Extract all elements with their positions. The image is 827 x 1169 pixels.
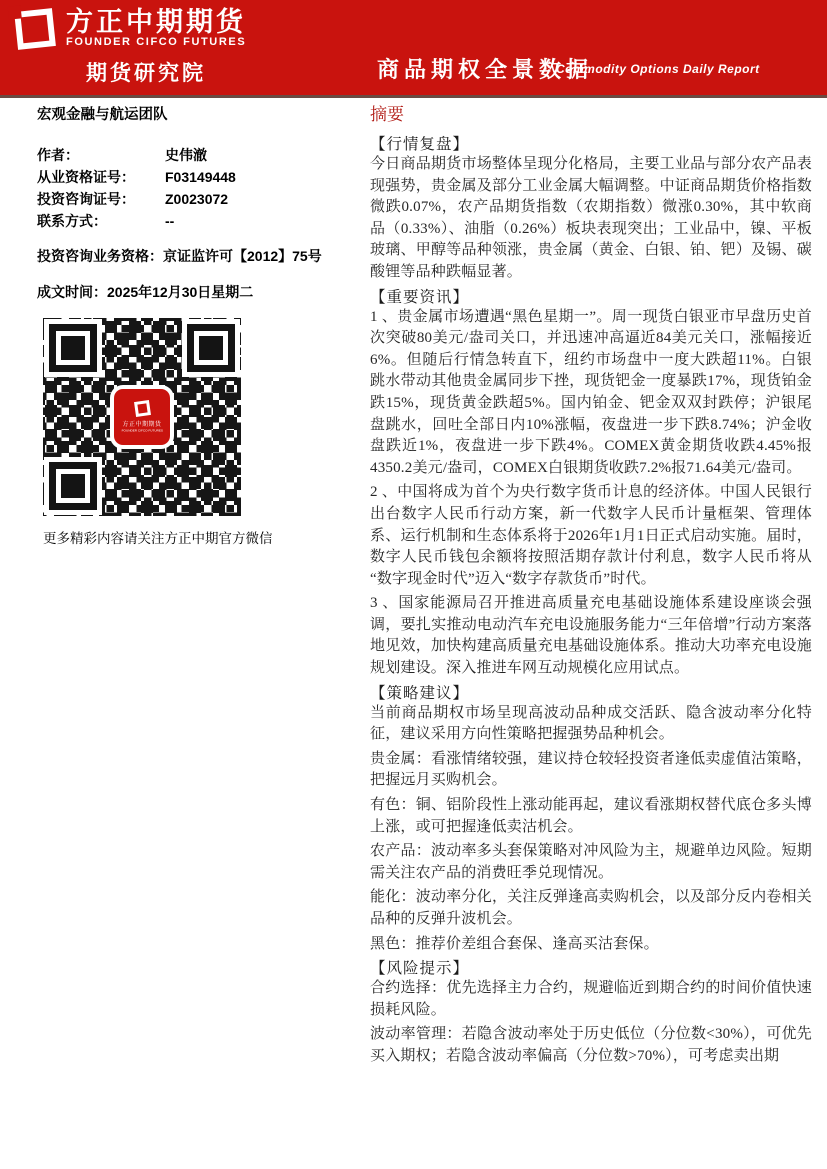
qr-caption: 更多精彩内容请关注方正中期官方微信 (43, 531, 273, 546)
qr-logo-name-zh: 方正中期期货 (122, 421, 162, 428)
header-bar (0, 0, 827, 98)
section-heading: 【风险提示】 (370, 960, 470, 978)
company-logo (16, 8, 246, 48)
section-paragraphs (370, 703, 812, 956)
summary-section (370, 956, 812, 1067)
section-paragraphs (370, 307, 812, 680)
logo-name-zh: 方正中期期货 (66, 7, 246, 37)
summary-paragraph: 1 、贵金属市场遭遇“黑色星期一”。周一现货白银亚市早盘历史首次突破80美元/盎司关口，并迅速冲高逼近84美元关口，涨幅接近6%。但随后行情急转直下，纽约市场盘中一度大跌超11%。白银跳水带动其他贵金属同步下挫，现货钯金一度暴跌17%，现货铂金跌15%，现货黄金跌超5%。国内铂金、钯金双双封跌停；沪银尾盘跳水，回吐全部日内10%涨幅，夜盘进一步下跌8.74%；沪金收盘跌近1%，夜盘进一步下跌4%。COMEX黄金期货收跌4.45%报4350.2美元/盎司，COMEX白银期货收跌7.2%报71.64美元/盎司。 (370, 308, 812, 476)
section-heading: 【重要资讯】 (370, 288, 470, 306)
summary-paragraph: 3 、国家能源局召开推进高质量充电基础设施体系建设座谈会强调，要扎实推动电动汽车充电设施服务能力“三年倍增”行动方案落地见效，加快构建高质量充电基础设施体系。推动大功率充电设施规划建设。深入推进车网互动规模化应用试点。 (370, 595, 812, 677)
team-name: 宏观金融与航运团队 (37, 107, 168, 123)
summary-paragraph: 合约选择：优先选择主力合约，规避临近到期合约的时间价值快速损耗风险。 (370, 980, 812, 1018)
author-row (37, 210, 347, 232)
summary-paragraph: 贵金属：看涨情绪较强，建议持仓较轻投资者逢低卖虚值沽策略，把握远月买购机会。 (370, 750, 812, 789)
summary-paragraph: 黑色：推荐价差组合套保、逢高买沽套保。 (370, 935, 659, 952)
qr-logo-name-en: FOUNDER CIFCO FUTURES (121, 428, 163, 433)
author-row-label: 投资咨询证号： (37, 191, 135, 207)
section-paragraphs (370, 978, 812, 1067)
summary-title: 摘要 (370, 105, 404, 124)
advisory-qualification: 投资咨询业务资格：京证监许可【2012】75号 (37, 248, 322, 264)
summary-section (370, 132, 812, 284)
qr-center-logo (114, 389, 170, 445)
author-row-value: Z0023072 (165, 191, 229, 207)
summary-paragraph: 农产品：波动率多头套保策略对冲风险为主，规避单边风险。短期需关注农产品的消费旺季兑现情况。 (370, 843, 812, 881)
logo-name-en: FOUNDER CIFCO FUTURES (66, 36, 247, 49)
department-title: 期货研究院 (86, 62, 206, 85)
author-row (37, 144, 347, 166)
summary-paragraph: 当前商品期权市场呈现高波动品种成交活跃、隐含波动率分化特征，建议采用方向性策略把握强势品种机会。 (370, 704, 812, 743)
author-row (37, 166, 347, 188)
left-panel (37, 103, 347, 302)
summary-section (370, 285, 812, 680)
summary-paragraph: 有色：铜、铝阶段性上涨动能再起，建议看涨期权替代底仓多头博上涨，或可把握逢低卖沽机会。 (370, 797, 812, 835)
logo-text (66, 8, 246, 48)
report-date: 成文时间：2025年12月30日星期二 (37, 284, 254, 300)
author-row (37, 188, 347, 210)
summary-sections (370, 132, 812, 1068)
section-paragraphs (370, 154, 812, 284)
report-title: 商品期权全景数据 (377, 57, 594, 82)
author-row-label: 作者： (37, 147, 79, 163)
section-heading: 【策略建议】 (370, 684, 470, 702)
summary-section (370, 681, 812, 956)
cube-logo-icon (14, 8, 56, 50)
cube-logo-icon (134, 400, 151, 417)
qr-finder-icon (49, 462, 97, 510)
qr-finder-icon (49, 324, 97, 372)
summary-paragraph: 波动率管理：若隐含波动率处于历史低位（分位数<30%），可优先买入期权；若隐含波动率偏高（分位数>70%），可考虑卖出期 (370, 1026, 812, 1064)
summary-paragraph: 今日商品期货市场整体呈现分化格局，主要工业品与部分农产品表现强势，贵金属及部分工业金属大幅调整。中证商品期货价格指数微跌0.07%，农产品期货指数（农期指数）微涨0.30%，其中软商品（0.33%）、油脂（0.26%）板块表现突出；工业品中，镍、平板玻璃、甲醇等品种领涨，贵金属（黄金、白银、铂、钯）及锡、碳酸锂等品种跌幅显著。 (370, 156, 812, 280)
wechat-qr-code (43, 318, 241, 516)
author-row-label: 联系方式： (37, 213, 107, 229)
summary-paragraph: 2 、中国将成为首个为央行数字货币计息的经济体。中国人民银行出台数字人民币行动方案，新一代数字人民币计量框架、管理体系、运行机制和生态体系将于2026年1月1日正式启动实施。届时，数字人民币钱包余额将按照活期存款计付利息，数字人民币将从“数字现金时代”迈入“数字存款货币”时代。 (370, 484, 812, 587)
author-row-label: 从业资格证号： (37, 169, 135, 185)
author-row-value: 史伟澈 (165, 147, 207, 163)
qr-finder-icon (187, 324, 235, 372)
report-subtitle-en: Commodity Options Daily Report (556, 62, 760, 76)
summary-paragraph: 能化：波动率分化，关注反弹逢高卖购机会，以及部分反内卷相关品种的反弹升波机会。 (370, 889, 812, 927)
author-row-value: F03149448 (165, 169, 236, 185)
author-row-value: -- (165, 213, 175, 229)
summary-panel (370, 100, 812, 1068)
section-heading: 【行情复盘】 (370, 136, 470, 153)
author-rows (37, 144, 347, 232)
qr-section (43, 318, 273, 547)
